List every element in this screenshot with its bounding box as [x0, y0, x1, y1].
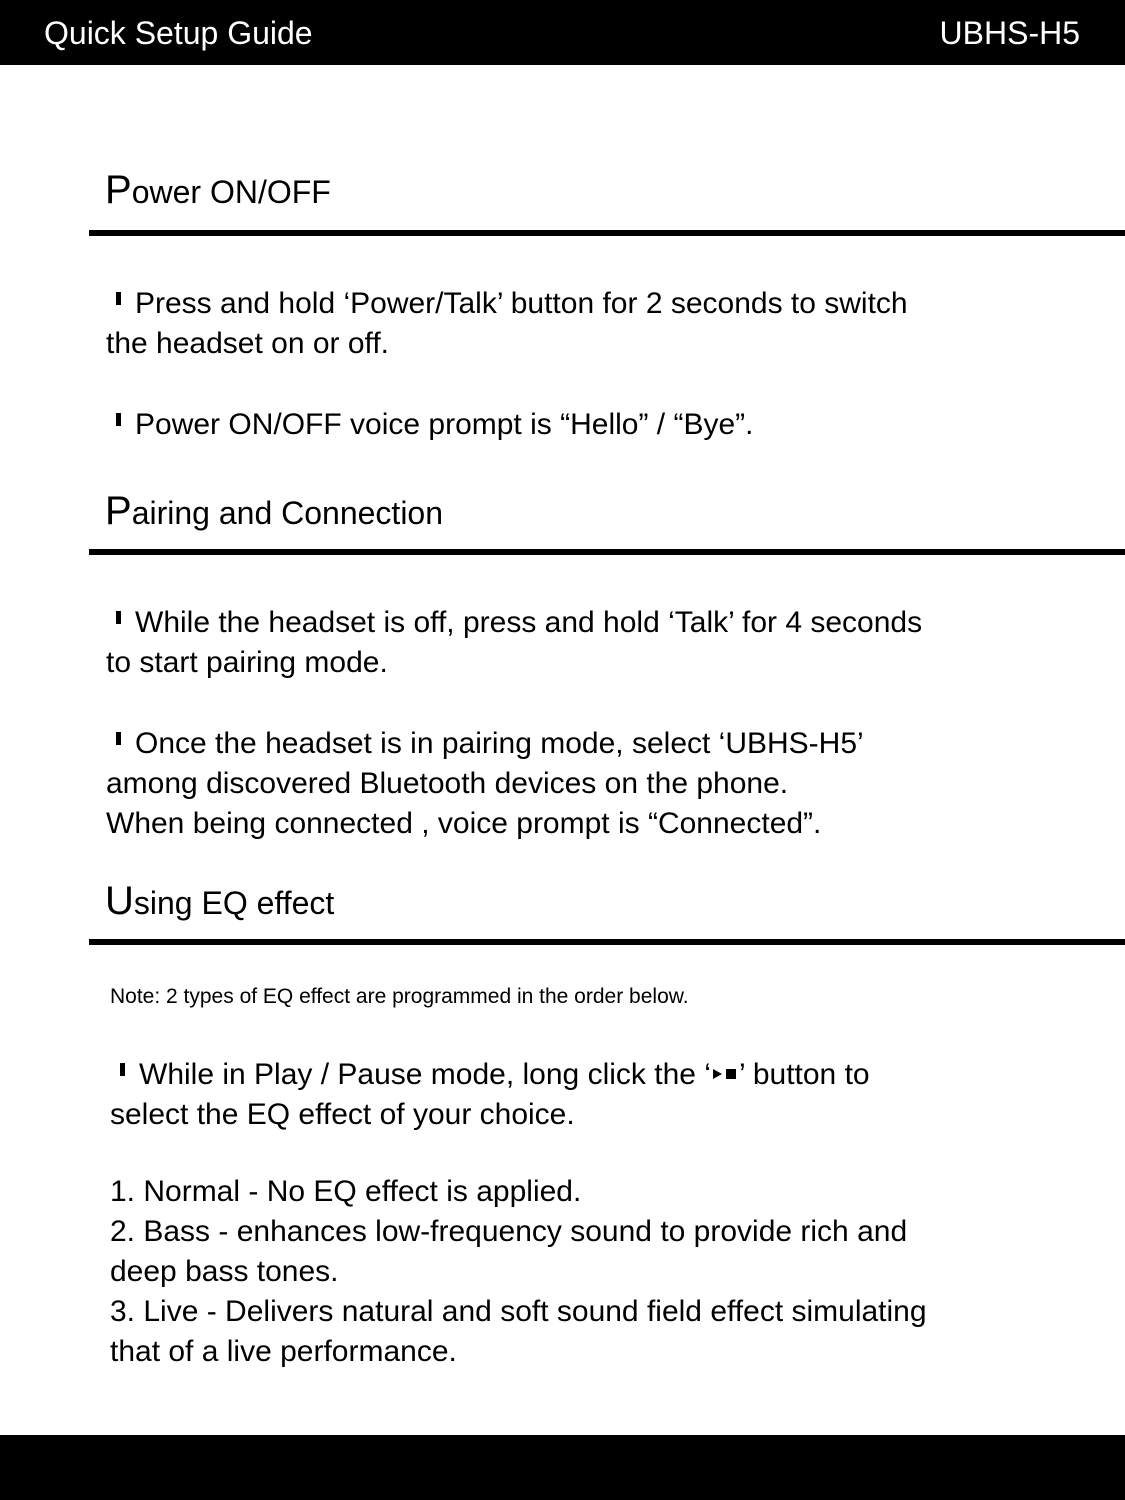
list-item: 3. Live - Delivers natural and soft sound field effect simulating [110, 1295, 927, 1328]
power-instruction-1 [106, 284, 1046, 364]
eq-note: Note: 2 types of EQ effect are programmed in the order below. [110, 985, 689, 1008]
text-line [106, 724, 1046, 764]
pairing-instruction-2 [106, 724, 1046, 844]
bullet-mark [116, 611, 121, 624]
section-title-pairing [105, 491, 443, 533]
section-title-initial: P [105, 168, 132, 212]
play-pause-icon [712, 1052, 738, 1092]
text-line: the headset on or off. [106, 327, 389, 360]
text-span: While the headset is off, press and hold ‘Talk’ for 4 seconds [135, 606, 923, 639]
eq-instruction [110, 1052, 1050, 1135]
section-title-rest: sing EQ effect [133, 885, 335, 921]
section-title-initial: P [105, 489, 132, 533]
text-span: Once the headset is in pairing mode, select ‘UBHS-H5’ [135, 727, 864, 760]
bullet-mark [116, 292, 121, 305]
section-title-rest: ower ON/OFF [131, 174, 331, 210]
section-divider [89, 549, 1125, 555]
text-span: ’ button to [738, 1058, 870, 1091]
text-line [106, 603, 1046, 643]
section-divider [89, 230, 1125, 236]
text-span: Press and hold ‘Power/Talk’ button for 2 seconds to switch [135, 287, 908, 320]
list-item: 1. Normal - No EQ effect is applied. [110, 1175, 582, 1208]
model-name: UBHS-H5 [939, 15, 1080, 51]
power-instruction-2 [106, 405, 1046, 445]
bullet-mark [116, 413, 121, 426]
text-line: select the EQ effect of your choice. [110, 1098, 575, 1131]
list-item: deep bass tones. [110, 1255, 339, 1288]
text-span: While in Play / Pause mode, long click the ‘ [139, 1058, 711, 1091]
text-line [106, 284, 1046, 324]
section-divider [89, 939, 1125, 945]
text-line: When being connected , voice prompt is “Connected”. [106, 807, 822, 840]
footer-bar [0, 1435, 1125, 1500]
section-title-initial: U [105, 879, 134, 923]
header-bar [0, 0, 1125, 65]
section-title-rest: airing and Connection [131, 495, 444, 531]
eq-options-list [110, 1172, 1050, 1372]
text-line [110, 1052, 1050, 1095]
bullet-mark [116, 732, 121, 745]
text-line: to start pairing mode. [106, 646, 388, 679]
list-item: that of a live performance. [110, 1335, 457, 1368]
section-title-eq [105, 881, 334, 923]
section-title-power [105, 170, 331, 212]
text-line [106, 405, 1046, 445]
list-item: 2. Bass - enhances low-frequency sound to provide rich and [110, 1215, 908, 1248]
text-line: among discovered Bluetooth devices on the phone. [106, 767, 789, 800]
guide-title: Quick Setup Guide [44, 15, 313, 51]
bullet-mark [120, 1063, 125, 1076]
text-span: Power ON/OFF voice prompt is “Hello” / “Bye”. [135, 408, 754, 441]
pairing-instruction-1 [106, 603, 1046, 683]
